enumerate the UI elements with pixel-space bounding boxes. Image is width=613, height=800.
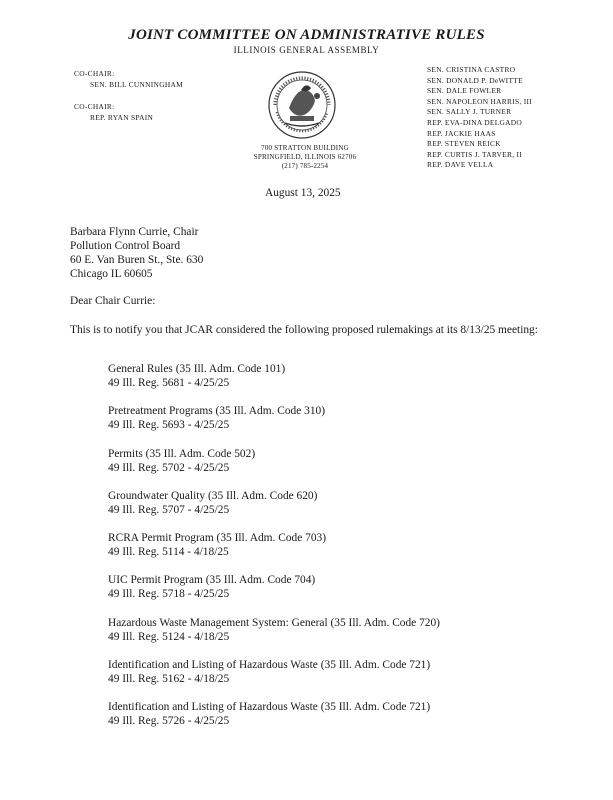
cochair-name: REP. RYAN SPAIN (90, 112, 154, 122)
rulemaking-citation: 49 Ill. Reg. 5707 - 4/25/25 (108, 503, 230, 516)
letterhead-title: JOINT COMMITTEE ON ADMINISTRATIVE RULES (128, 27, 485, 43)
rulemaking-citation: 49 Ill. Reg. 5162 - 4/18/25 (108, 673, 230, 686)
rulemaking-title: UIC Permit Program (35 Ill. Adm. Code 704) (108, 574, 316, 587)
rulemaking-item (108, 447, 440, 489)
rulemaking-title: Permits (35 Ill. Adm. Code 502) (108, 447, 256, 460)
rulemaking-item (108, 616, 440, 658)
salutation: Dear Chair Currie: (70, 295, 156, 307)
rulemaking-title: Identification and Listing of Hazardous Waste (35 Ill. Adm. Code 721) (108, 659, 431, 672)
rulemaking-item (108, 362, 440, 404)
rulemaking-item (108, 658, 440, 700)
rulemaking-citation: 49 Ill. Reg. 5693 - 4/25/25 (108, 419, 230, 432)
addressee-block (70, 225, 203, 281)
member-name: REP. STEVEN REICK (427, 139, 501, 149)
rulemaking-item (108, 531, 440, 573)
member-name: SEN. DONALD P. DeWITTE (427, 75, 523, 85)
cochairs-block (74, 69, 183, 123)
member-name: REP. EVA-DINA DELGADO (427, 117, 523, 127)
rulemaking-citation: 49 Ill. Reg. 5718 - 4/25/25 (108, 588, 230, 601)
letter-date: August 13, 2025 (265, 187, 341, 199)
rulemaking-title: RCRA Permit Program (35 Ill. Adm. Code 703) (108, 532, 327, 545)
cochair-name: SEN. BILL CUNNINGHAM (90, 79, 183, 89)
address-line: 700 STRATTON BUILDING (261, 144, 349, 152)
state-seal-icon (257, 68, 347, 142)
member-name: SEN. DALE FOWLER (427, 86, 502, 96)
rulemaking-title: Pretreatment Programs (35 Ill. Adm. Code 310) (108, 405, 326, 418)
rulemaking-item (108, 573, 440, 615)
addressee-line: 60 E. Van Buren St., Ste. 630 (70, 254, 204, 266)
letterhead-subtitle: ILLINOIS GENERAL ASSEMBLY (233, 45, 380, 55)
address-line: SPRINGFIELD, ILLINOIS 62706 (253, 152, 357, 161)
committee-address (220, 144, 390, 170)
addressee-line: Barbara Flynn Currie, Chair (70, 226, 199, 238)
rulemakings-list (108, 362, 440, 743)
rulemaking-title: Groundwater Quality (35 Ill. Adm. Code 620) (108, 489, 318, 502)
rulemaking-item (108, 700, 440, 742)
member-name: REP. CURTIS J. TARVER, II (427, 149, 523, 159)
rulemaking-title: Hazardous Waste Management System: General (35 Ill. Adm. Code 720) (108, 616, 440, 629)
rulemaking-citation: 49 Ill. Reg. 5114 - 4/18/25 (108, 546, 229, 559)
member-name: SEN. NAPOLEON HARRIS, III (427, 96, 533, 106)
rulemaking-title: Identification and Listing of Hazardous Waste (35 Ill. Adm. Code 721) (108, 701, 431, 714)
member-name: REP. JACKIE HAAS (427, 128, 496, 138)
rulemaking-item (108, 489, 440, 531)
rulemaking-citation: 49 Ill. Reg. 5681 - 4/25/25 (108, 377, 230, 389)
rulemaking-citation: 49 Ill. Reg. 5702 - 4/25/25 (108, 461, 230, 474)
intro-paragraph: This is to notify you that JCAR considered the following proposed rulemakings at its 8/13/25 meeting: (70, 324, 538, 336)
members-list (427, 65, 532, 171)
addressee-line: Pollution Control Board (70, 240, 181, 252)
address-phone: (217) 785-2254 (281, 161, 329, 170)
cochair-label: CO-CHAIR: (74, 69, 115, 78)
rulemaking-citation: 49 Ill. Reg. 5124 - 4/18/25 (108, 630, 230, 643)
member-name: SEN. SALLY J. TURNER (427, 107, 512, 117)
addressee-line: Chicago IL 60605 (70, 268, 153, 280)
member-name: SEN. CRISTINA CASTRO (427, 65, 516, 74)
rulemaking-title: General Rules (35 Ill. Adm. Code 101) (108, 363, 286, 375)
member-name: REP. DAVE VELLA (427, 160, 494, 170)
cochair-label: CO-CHAIR: (74, 102, 115, 112)
rulemaking-item (108, 404, 440, 446)
rulemaking-citation: 49 Ill. Reg. 5726 - 4/25/25 (108, 715, 230, 728)
